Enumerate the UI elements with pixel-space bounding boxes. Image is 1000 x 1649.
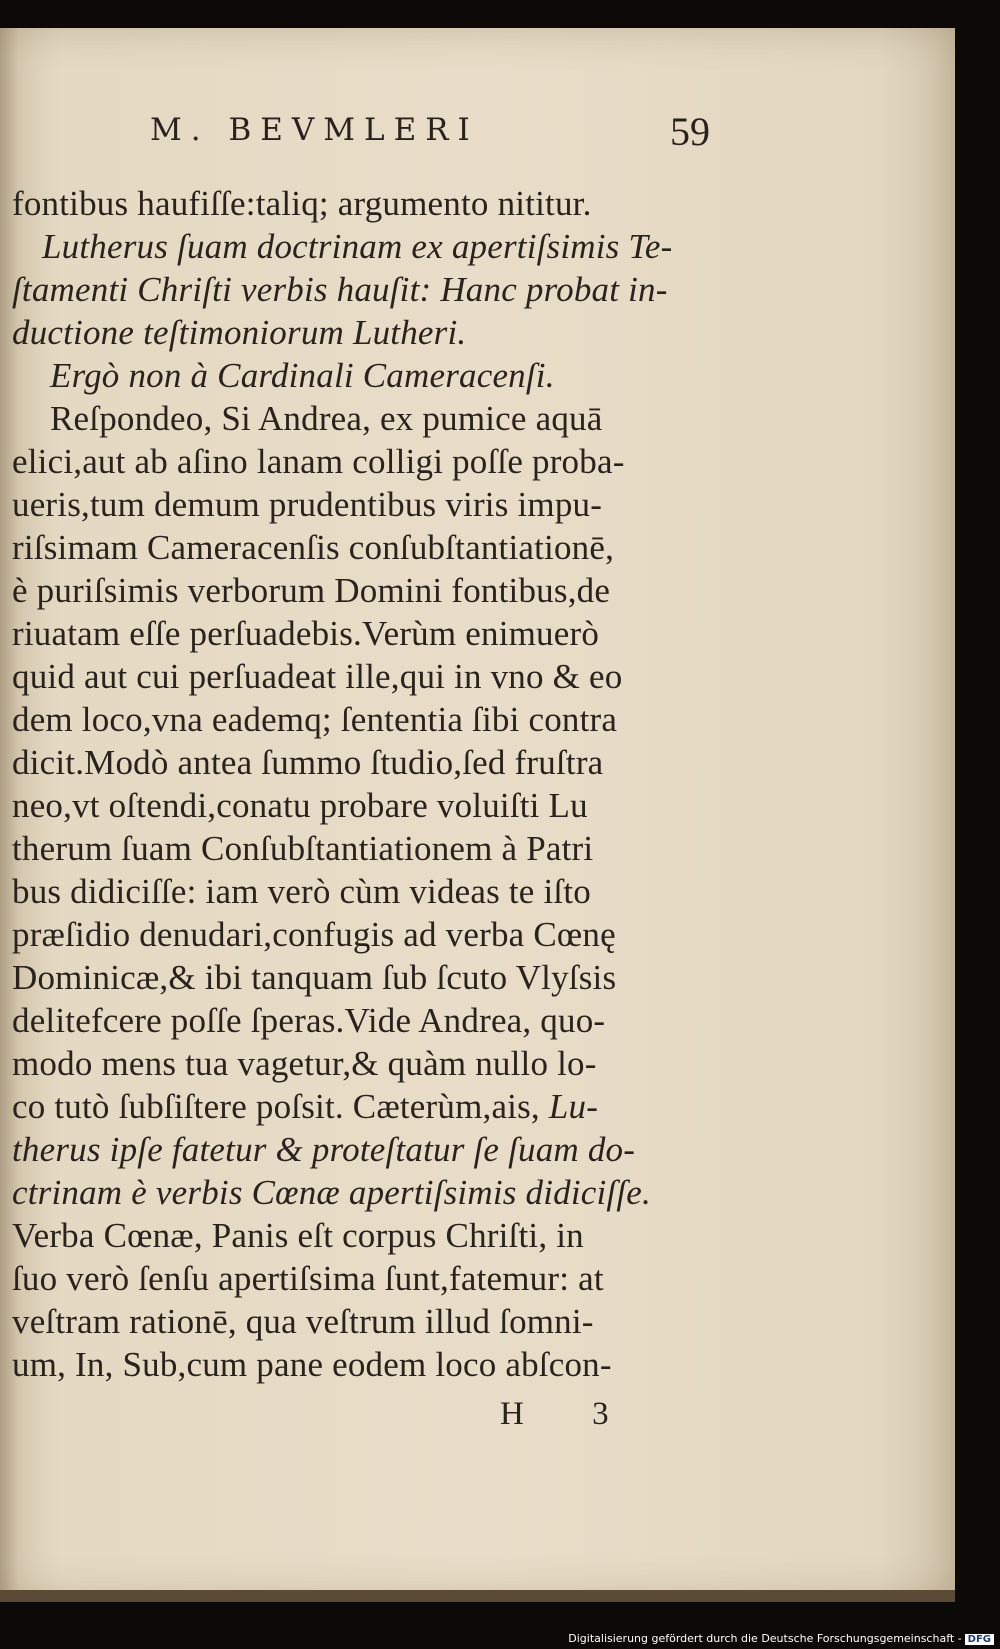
text-line: dem loco,vna eademq; ſententia ſibi contra bbox=[12, 700, 618, 739]
text-line: ctrinam è verbis Cœnæ apertiſsimis didiciſſe. bbox=[12, 1173, 651, 1212]
text-line: modo mens tua vagetur,& quàm nullo lo- bbox=[12, 1044, 597, 1083]
text-line: Reſpondeo, Si Andrea, ex pumice aquā bbox=[50, 399, 603, 438]
text-line: præſidio denudari,confugis ad verba Cœnę bbox=[12, 915, 616, 954]
text-line: quid aut cui perſuadeat ille,qui in vno & eo bbox=[12, 657, 623, 696]
text-line: Ergò non à Cardinali Cameracenſi. bbox=[50, 356, 555, 395]
text-line bbox=[12, 1085, 702, 1128]
text-line: riuatam eſſe perſuadebis.Verùm enimuerò bbox=[12, 614, 600, 653]
body-text bbox=[12, 182, 702, 1386]
text-line: dicit.Modò antea ſummo ſtudio,ſed fruſtra bbox=[12, 743, 604, 782]
text-line: um, In, Sub,cum pane eodem loco abſcon- bbox=[12, 1345, 612, 1384]
text-line: Dominicæ,& ibi tanquam ſub ſcuto Vlyſsis bbox=[12, 958, 617, 997]
text-block bbox=[0, 28, 955, 1598]
dfg-logo: DFG bbox=[965, 1634, 994, 1645]
text-line: delitefcere poſſe ſperas.Vide Andrea, quo- bbox=[12, 1001, 606, 1040]
running-head: M. BEVMLERI bbox=[150, 112, 479, 148]
signature-mark: H 3 bbox=[500, 1396, 639, 1432]
credit-text: Digitalisierung gefördert durch die Deutsche Forschungsgemeinschaft - bbox=[568, 1632, 962, 1645]
text-line: therus ipſe fatetur & proteſtatur ſe ſuam do- bbox=[12, 1130, 636, 1169]
digitization-credit bbox=[568, 1632, 994, 1645]
text-line: bus didiciſſe: iam verò cùm videas te iſto bbox=[12, 872, 591, 911]
text-line: Verba Cœnæ, Panis eſt corpus Chriſti, in bbox=[12, 1216, 584, 1255]
text-line: ſuo verò ſenſu apertiſsima ſunt,fatemur: at bbox=[12, 1259, 604, 1298]
text-line: ſtamenti Chriſti verbis hauſit: Hanc probat in- bbox=[12, 270, 668, 309]
text-line: è puriſsimis verborum Domini fontibus,de bbox=[12, 571, 611, 610]
text-line: riſsimam Cameracenſis conſubſtantiationē, bbox=[12, 528, 615, 567]
page-bottom-edge bbox=[0, 1590, 955, 1602]
text-line-roman: co tutò ſubſiſtere poſsit. Cæterùm,ais, bbox=[12, 1087, 549, 1126]
text-line: neo,vt oſtendi,conatu probare voluiſti Lu bbox=[12, 786, 588, 825]
text-line: fontibus haufiſſe:taliq; argumento nititur. bbox=[12, 184, 592, 223]
text-line: elici,aut ab aſino lanam colligi poſſe proba- bbox=[12, 442, 625, 481]
text-line: Lutherus ſuam doctrinam ex apertiſsimis Te- bbox=[42, 227, 673, 266]
text-line: therum ſuam Conſubſtantiationem à Patri bbox=[12, 829, 594, 868]
text-line: ueris,tum demum prudentibus viris impu- bbox=[12, 485, 603, 524]
page-header bbox=[150, 110, 710, 160]
text-line: ductione teſtimoniorum Lutheri. bbox=[12, 313, 467, 352]
text-line: veſtram rationē, qua veſtrum illud ſomni- bbox=[12, 1302, 594, 1341]
text-line-italic: Lu- bbox=[548, 1087, 599, 1126]
paper-page bbox=[0, 28, 955, 1598]
page-number: 59 bbox=[670, 109, 710, 154]
